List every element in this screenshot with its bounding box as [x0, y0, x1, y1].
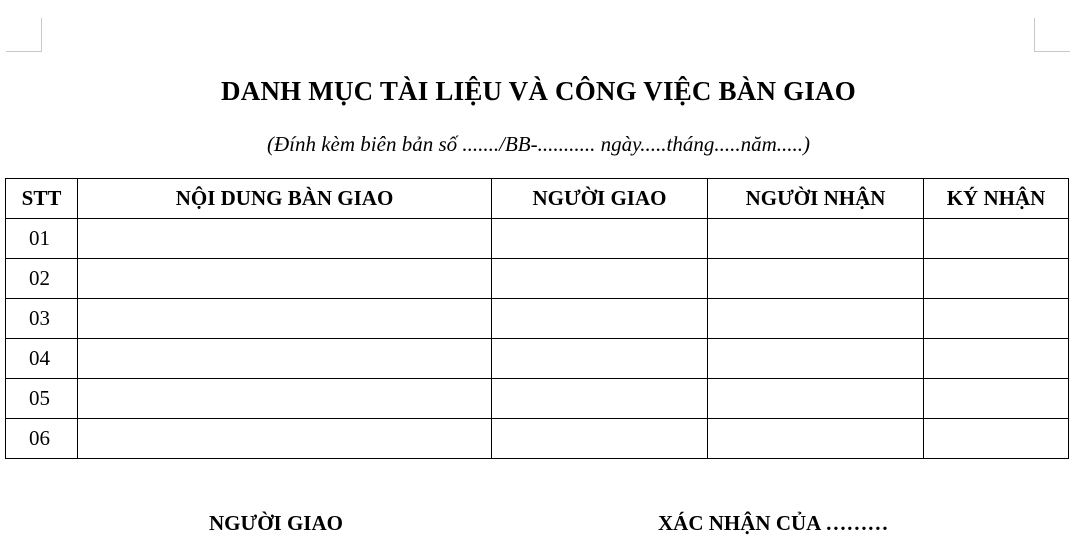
- row-giver-cell[interactable]: [492, 379, 708, 419]
- document-subtitle: (Đính kèm biên bản số ......./BB-........... ngày.....tháng.....năm.....): [266, 132, 811, 156]
- row-stt: 06: [6, 419, 78, 459]
- row-stt: 03: [6, 299, 78, 339]
- row-giver-cell[interactable]: [492, 339, 708, 379]
- row-content-cell[interactable]: [78, 339, 492, 379]
- row-content-cell[interactable]: [78, 259, 492, 299]
- signature-label-confirmation: XÁC NHẬN CỦA ………: [658, 511, 889, 535]
- row-content-cell[interactable]: [78, 379, 492, 419]
- row-content-cell[interactable]: [78, 419, 492, 459]
- signature-label-giver: NGƯỜI GIAO: [209, 511, 343, 535]
- row-signature-cell[interactable]: [924, 219, 1069, 259]
- handover-table: [5, 178, 1069, 459]
- row-giver-cell[interactable]: [492, 219, 708, 259]
- table-row: [6, 299, 1069, 339]
- table-row: [6, 339, 1069, 379]
- row-receiver-cell[interactable]: [708, 299, 924, 339]
- row-signature-cell[interactable]: [924, 339, 1069, 379]
- row-stt: 02: [6, 259, 78, 299]
- row-receiver-cell[interactable]: [708, 259, 924, 299]
- row-giver-cell[interactable]: [492, 419, 708, 459]
- header-content: NỘI DUNG BÀN GIAO: [78, 179, 492, 219]
- table-row: [6, 259, 1069, 299]
- row-giver-cell[interactable]: [492, 259, 708, 299]
- table-row: [6, 379, 1069, 419]
- row-receiver-cell[interactable]: [708, 219, 924, 259]
- row-stt: 01: [6, 219, 78, 259]
- row-receiver-cell[interactable]: [708, 419, 924, 459]
- row-signature-cell[interactable]: [924, 419, 1069, 459]
- document-title: DANH MỤC TÀI LIỆU VÀ CÔNG VIỆC BÀN GIAO: [221, 76, 856, 106]
- header-receiver: NGƯỜI NHẬN: [708, 179, 924, 219]
- header-giver: NGƯỜI GIAO: [492, 179, 708, 219]
- header-signature: KÝ NHẬN: [924, 179, 1069, 219]
- row-signature-cell[interactable]: [924, 299, 1069, 339]
- header-stt: STT: [6, 179, 78, 219]
- row-content-cell[interactable]: [78, 219, 492, 259]
- row-signature-cell[interactable]: [924, 379, 1069, 419]
- row-receiver-cell[interactable]: [708, 379, 924, 419]
- crop-mark-top-right: [1034, 18, 1070, 52]
- row-stt: 05: [6, 379, 78, 419]
- table-row: [6, 419, 1069, 459]
- row-stt: 04: [6, 339, 78, 379]
- row-content-cell[interactable]: [78, 299, 492, 339]
- row-giver-cell[interactable]: [492, 299, 708, 339]
- table-row: [6, 219, 1069, 259]
- crop-mark-top-left: [6, 18, 42, 52]
- row-receiver-cell[interactable]: [708, 339, 924, 379]
- table-header-row: [6, 179, 1069, 219]
- row-signature-cell[interactable]: [924, 259, 1069, 299]
